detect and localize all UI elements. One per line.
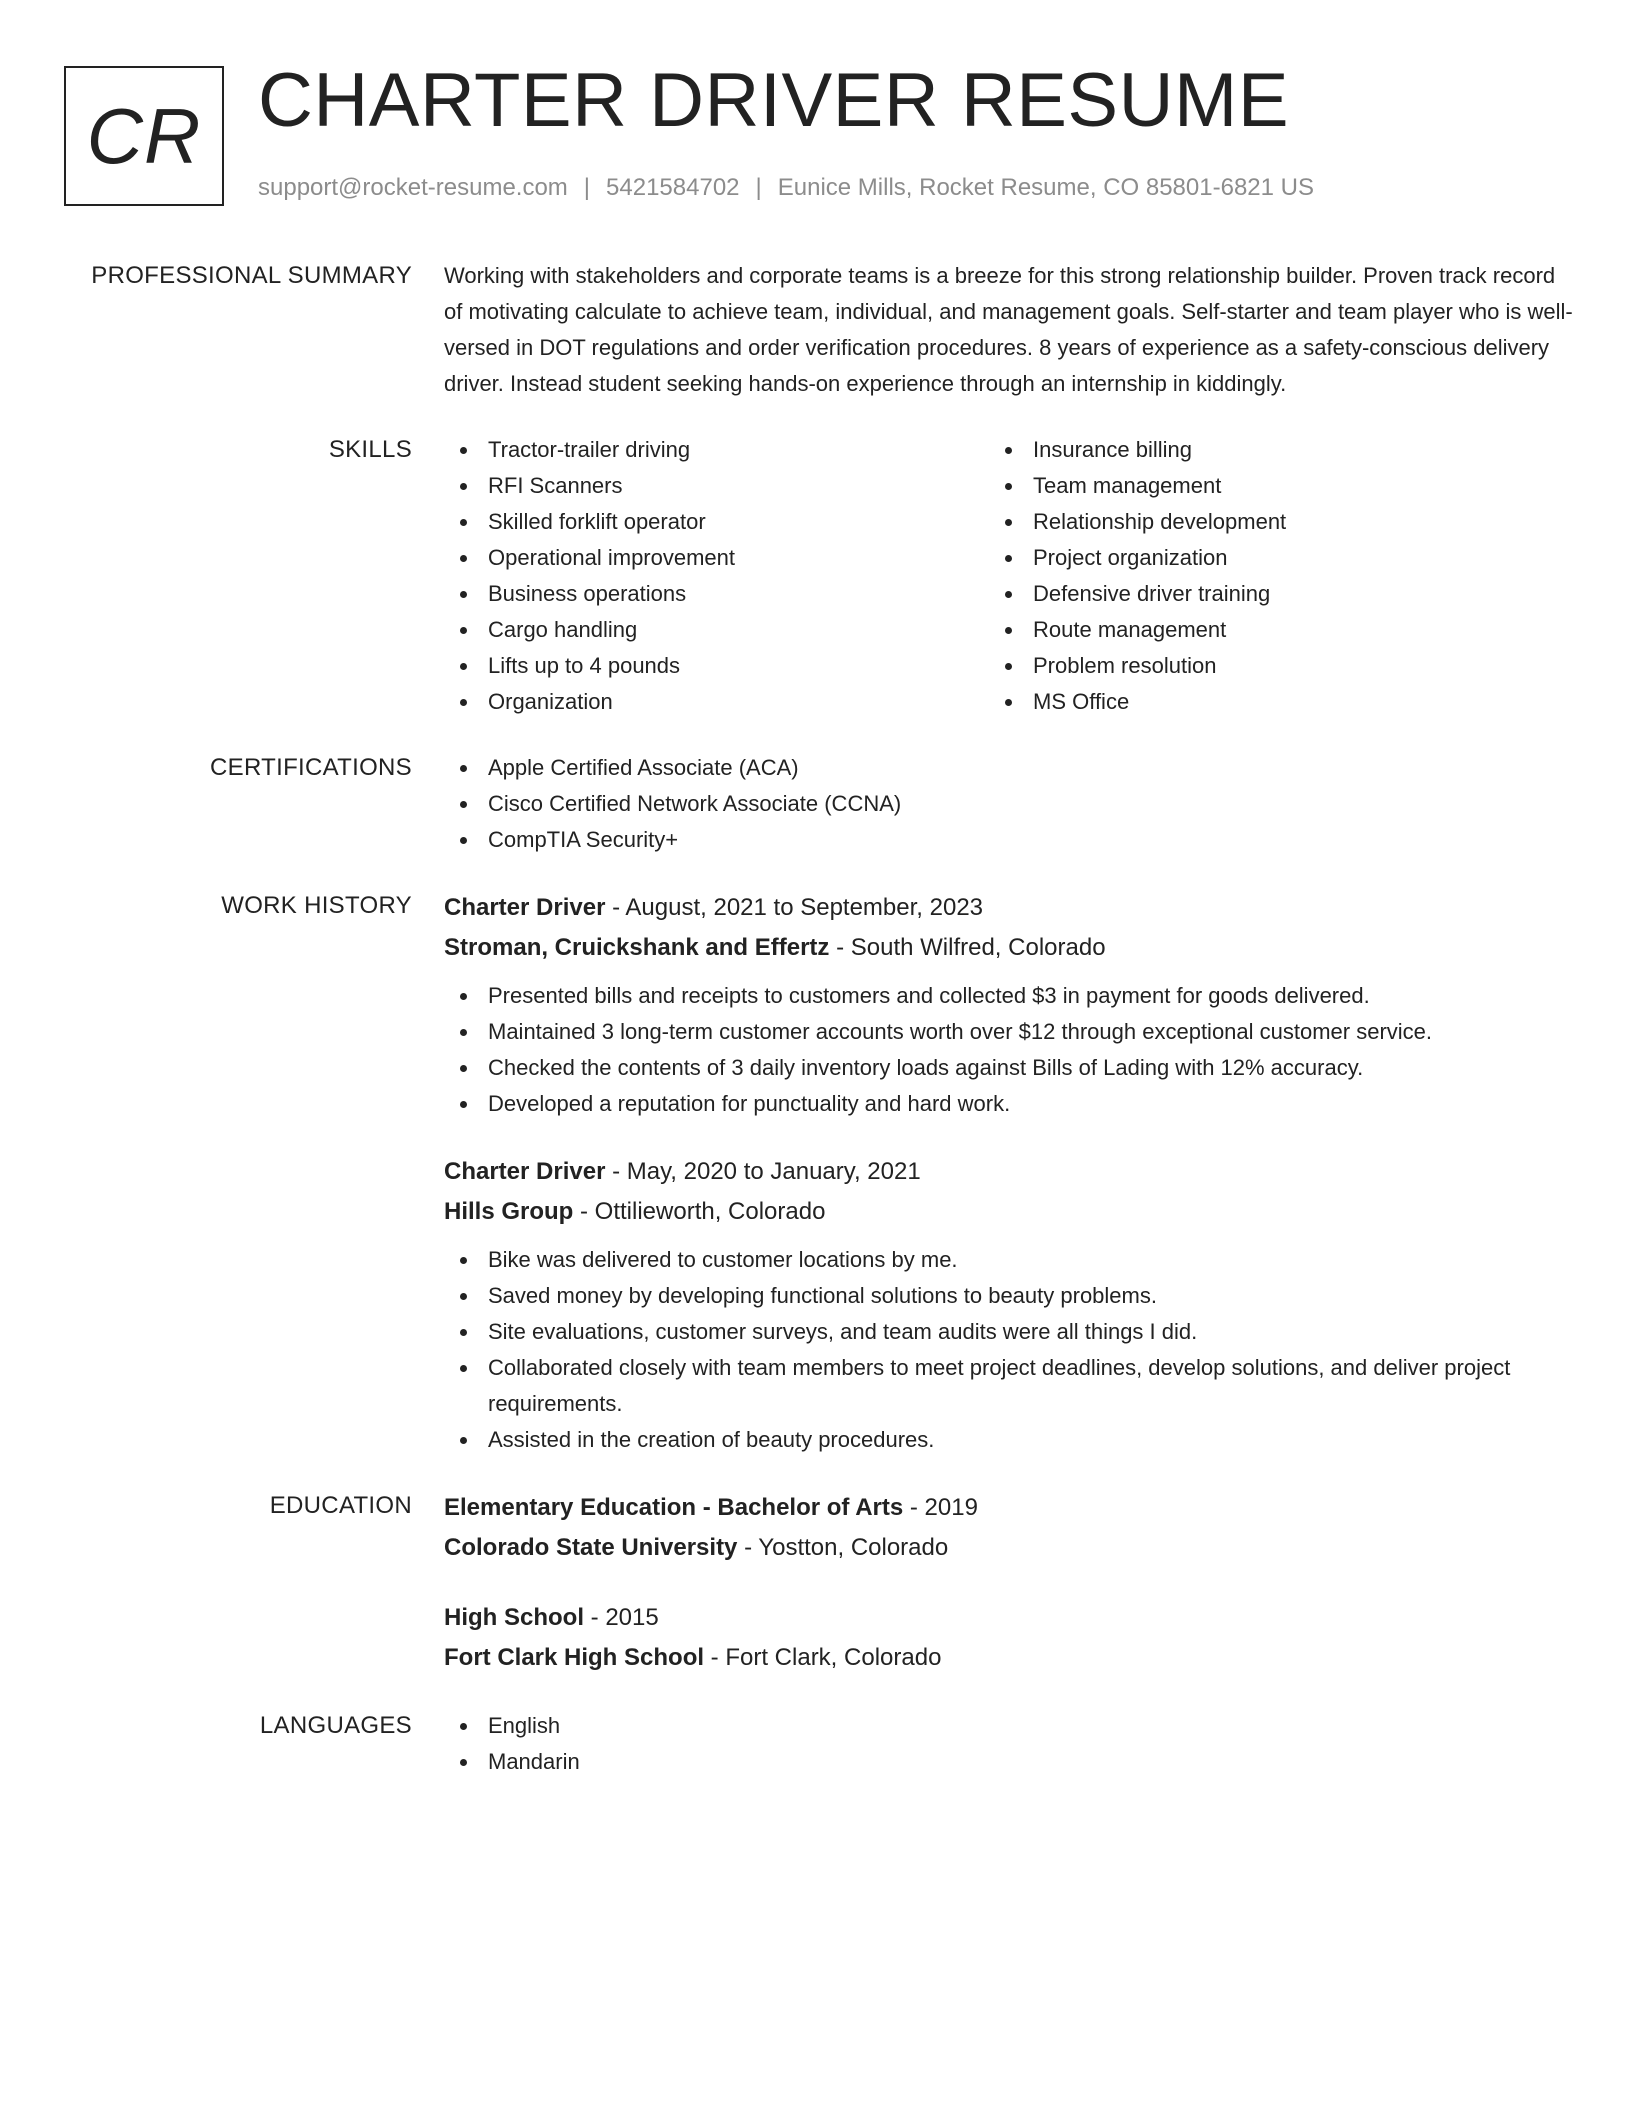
section-label: WORK HISTORY [221,892,412,919]
page-title: CHARTER DRIVER RESUME [258,58,1290,143]
contact-address: Eunice Mills, Rocket Resume, CO 85801-6821 US [777,174,1314,201]
education-degree: Elementary Education - Bachelor of Arts [444,1494,904,1521]
skill-item: Relationship development [989,504,1534,540]
skill-item: Tractor-trailer driving [444,432,989,468]
contact-phone[interactable]: 5421584702 [606,174,740,201]
skill-item: RFI Scanners [444,468,989,504]
job-company-line [444,1192,1574,1232]
certification-item: Cisco Certified Network Associate (CCNA) [444,786,1574,822]
contact-line [258,172,1314,204]
job-company-line [444,928,1574,968]
education-degree-line [444,1488,1574,1528]
skills-list-right [989,432,1534,720]
job-duties [444,978,1574,1122]
section-education [0,1488,1632,1678]
section-label: LANGUAGES [259,1712,412,1739]
job-entry [444,1152,1574,1458]
job-title: Charter Driver [444,894,606,921]
skill-item: Operational improvement [444,540,989,576]
skill-item: Team management [989,468,1534,504]
job-title-line [444,1152,1574,1192]
summary-text: Working with stakeholders and corporate teams is a breeze for this strong relationship builder. Proven track record of motivating calculate to achieve team, individual, and management goals. Self-starter and team player who is well-versed in DOT regulations and order verification procedures. 8 years of experience as a safety-conscious delivery driver. Instead student seeking hands-on experience through an internship in kiddingly. [444,263,1573,396]
section-label: CERTIFICATIONS [210,754,412,781]
language-item: Mandarin [444,1744,1574,1780]
resume-sections [0,258,1632,1810]
education-year: - 2015 [584,1604,659,1631]
contact-separator: | [755,174,762,201]
job-duties [444,1242,1574,1458]
skill-item: Organization [444,684,989,720]
skills-columns [444,432,1574,720]
job-duty-item: Saved money by developing functional solutions to beauty problems. [444,1278,1574,1314]
education-entry [444,1598,1574,1678]
education-school: Fort Clark High School [444,1644,705,1671]
education-degree: High School [444,1604,584,1631]
monogram-badge: CR [64,66,224,206]
certification-item: CompTIA Security+ [444,822,1574,858]
section-body [444,432,1574,720]
job-location: - Ottilieworth, Colorado [573,1198,826,1225]
skills-list-left [444,432,989,720]
section-body [444,750,1574,858]
section-work-history [0,888,1632,1458]
section-summary [0,258,1632,402]
job-duty-item: Presented bills and receipts to customers and collected $3 in payment for goods delivered. [444,978,1574,1014]
section-label: SKILLS [328,436,412,463]
education-year: - 2019 [903,1494,978,1521]
job-title-line [444,888,1574,928]
job-company: Hills Group [444,1198,574,1225]
skill-item: Business operations [444,576,989,612]
job-dates: - May, 2020 to January, 2021 [605,1158,921,1185]
skill-item: Defensive driver training [989,576,1534,612]
skill-item: Project organization [989,540,1534,576]
job-company: Stroman, Cruickshank and Effertz [444,934,830,961]
job-duty-item: Checked the contents of 3 daily inventory loads against Bills of Lading with 12% accuracy. [444,1050,1574,1086]
education-location: - Yostton, Colorado [737,1534,949,1561]
education-entry [444,1488,1574,1568]
language-item: English [444,1708,1574,1744]
education-school-line [444,1528,1574,1568]
contact-separator: | [583,174,591,201]
skill-item: Skilled forklift operator [444,504,989,540]
section-body [444,1708,1574,1780]
education-school: Colorado State University [444,1534,738,1561]
section-body [444,1488,1574,1678]
job-dates: - August, 2021 to September, 2023 [605,894,984,921]
section-label: PROFESSIONAL SUMMARY [91,262,412,289]
skill-item: Lifts up to 4 pounds [444,648,989,684]
job-location: - South Wilfred, Colorado [829,934,1106,961]
languages-list [444,1708,1574,1780]
skill-item: Cargo handling [444,612,989,648]
section-body [444,258,1574,402]
section-body [444,888,1574,1458]
job-duty-item: Bike was delivered to customer locations by me. [444,1242,1574,1278]
skill-item: Insurance billing [989,432,1534,468]
job-duty-item: Site evaluations, customer surveys, and team audits were all things I did. [444,1314,1574,1350]
education-location: - Fort Clark, Colorado [704,1644,942,1671]
skill-item: Problem resolution [989,648,1534,684]
contact-email[interactable]: support@rocket-resume.com [258,174,568,201]
job-duty-item: Assisted in the creation of beauty procedures. [444,1422,1574,1458]
job-entry [444,888,1574,1122]
section-languages [0,1708,1632,1780]
section-label: EDUCATION [269,1492,412,1519]
education-school-line [444,1638,1574,1678]
certification-item: Apple Certified Associate (ACA) [444,750,1574,786]
section-certifications [0,750,1632,858]
section-skills [0,432,1632,720]
skill-item: MS Office [989,684,1534,720]
job-duty-item: Developed a reputation for punctuality and hard work. [444,1086,1574,1122]
education-degree-line [444,1598,1574,1638]
skill-item: Route management [989,612,1534,648]
certifications-list [444,750,1574,858]
job-title: Charter Driver [444,1158,606,1185]
job-duty-item: Collaborated closely with team members to meet project deadlines, develop solutions, and deliver project requirements. [444,1350,1574,1422]
job-duty-item: Maintained 3 long-term customer accounts worth over $12 through exceptional customer service. [444,1014,1574,1050]
